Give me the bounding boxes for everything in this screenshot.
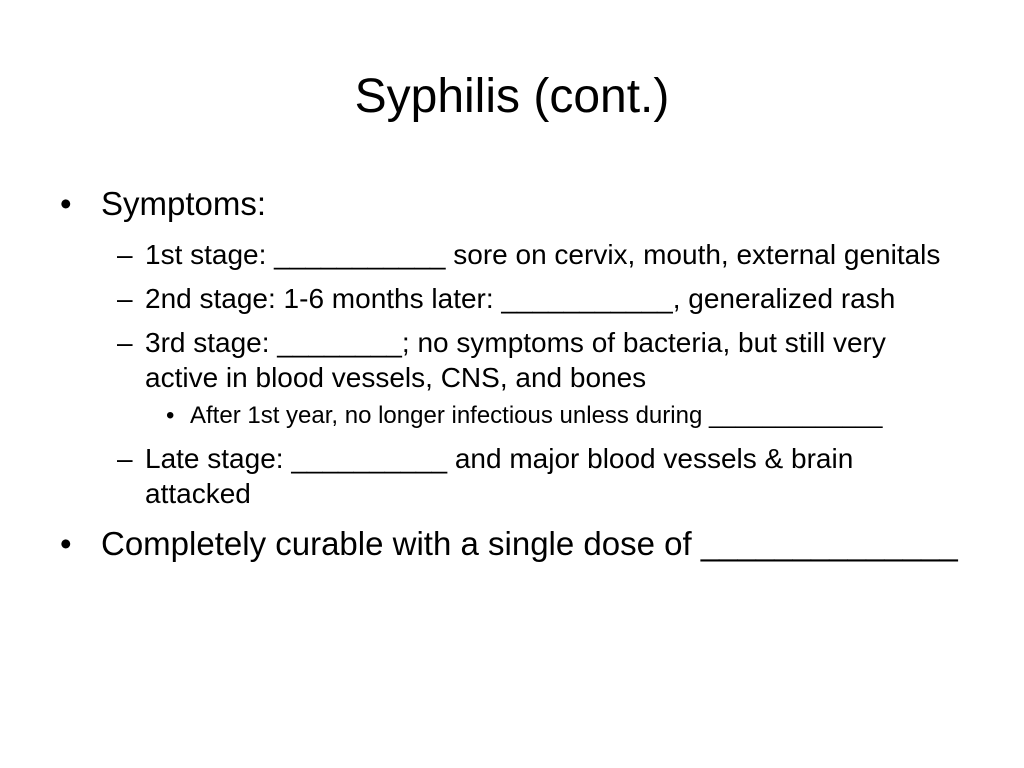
sub-bullet-text: 3rd stage: ________; no symptoms of bacteria, but still very active in blood vessels, CNS, and bones: [145, 327, 886, 393]
sub-bullet-text: Late stage: __________ and major blood vessels & brain attacked: [145, 443, 854, 509]
sub-bullet-first-stage: [60, 237, 960, 272]
sub-bullet-third-stage: [60, 325, 960, 395]
dash-bullet-icon: –: [117, 239, 133, 270]
bullet-dot-icon: •: [166, 402, 175, 429]
bullet-symptoms: [60, 180, 960, 228]
bullet-text: Symptoms:: [101, 185, 267, 222]
dash-bullet-icon: –: [117, 443, 133, 474]
slide-body: [60, 180, 960, 568]
sub-bullet-text: 2nd stage: 1-6 months later: ___________, generalized rash: [145, 283, 896, 314]
sub-bullet-text: 1st stage: ___________ sore on cervix, mouth, external genitals: [145, 239, 941, 270]
sub-bullet-late-stage: [60, 441, 960, 511]
bullet-text: Completely curable with a single dose of ______________: [101, 525, 958, 562]
sub-sub-bullet-infectious: [60, 400, 960, 432]
dash-bullet-icon: –: [117, 283, 133, 314]
sub-sub-bullet-text: After 1st year, no longer infectious unless during _____________: [190, 402, 883, 429]
sub-bullet-second-stage: [60, 281, 960, 316]
bullet-dot-icon: •: [60, 185, 72, 222]
slide-title: Syphilis (cont.): [354, 70, 670, 123]
dash-bullet-icon: –: [117, 327, 133, 358]
bullet-curable: [60, 520, 960, 568]
bullet-dot-icon: •: [60, 525, 72, 562]
